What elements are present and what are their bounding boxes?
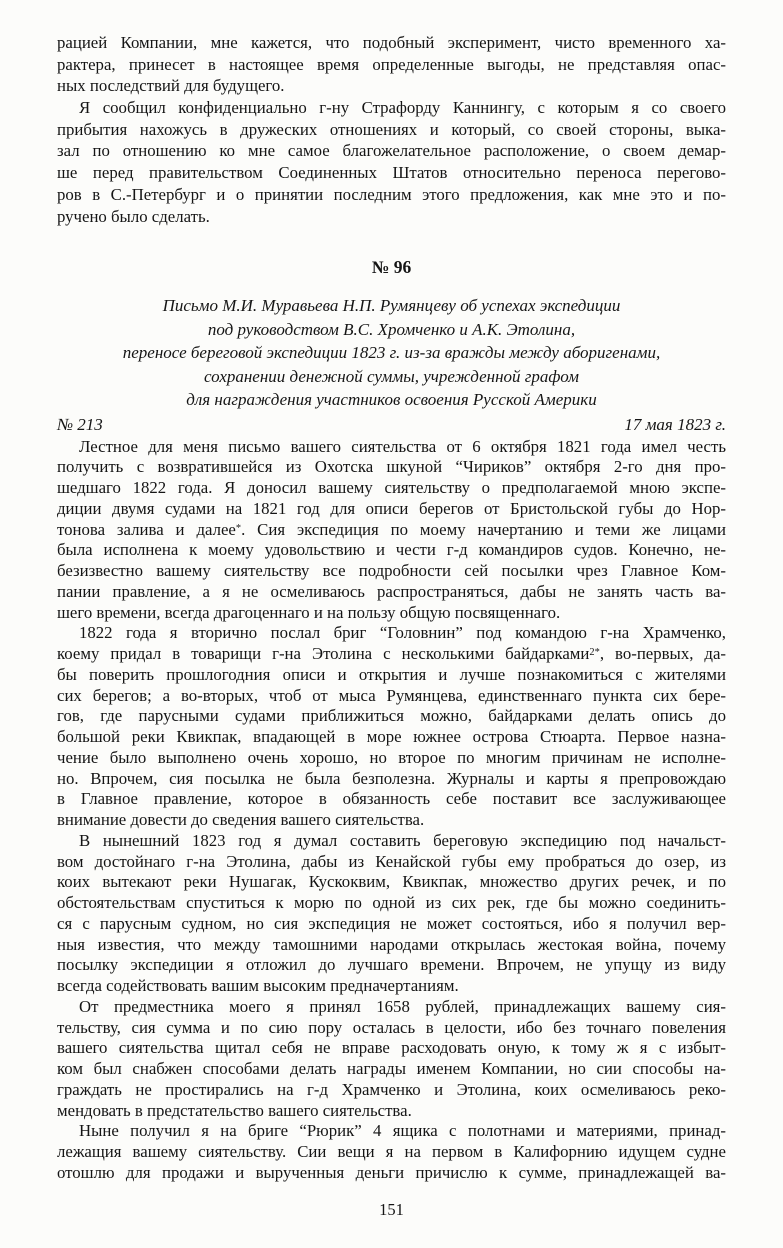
text-line: ком был снабжен способами делать награды именем Компании, но сии способы на- (57, 1059, 726, 1079)
text-line: ся с парусным судном, но сия экспедиция не может состояться, ибо я получил вер- (57, 913, 726, 933)
text-line: Я сообщил конфиденциально г-ну Страфорду Каннингу, с которым я со своего (79, 98, 726, 118)
text-line: посылку экспедиции я отложил до лучшаго времени. Впрочем, не упущу из виду (57, 955, 726, 975)
reference-row (57, 414, 726, 435)
text-line: обстоятельствам спуститься к морю по одной из сих рек, где бы можно соединить- (57, 893, 726, 913)
text-line: прибытия нахожусь в дружеских отношениях и который, со своей стороны, выка- (57, 119, 726, 139)
page-number: 151 (379, 1199, 404, 1219)
text-line: безизвестно вашему сиятельству все подробности сей посылки чрез Главное Ком- (57, 561, 726, 581)
text-line: граждать не простирались на г-д Храмченко и Этолина, коих осмеливаюсь реко- (57, 1079, 726, 1099)
letter-body (57, 437, 726, 1184)
text-line: сих берегов; а во-вторых, чтоб от мыса Румянцева, единственнаго пункта сих бере- (57, 685, 726, 705)
text-line: сохранении денежной суммы, учрежденной графом (204, 366, 579, 386)
body-paragraph (57, 1121, 726, 1183)
body-paragraph (57, 831, 726, 997)
text-line: но. Впрочем, сия посылка не была безполезна. Журналы и карты я препровождаю (57, 768, 726, 788)
text-line: под руководством В.С. Хромченко и А.К. Этолина, (207, 319, 576, 339)
text-line: получить с возвратившейся из Охотска шкуной “Чириков” октября 2-го дня про- (57, 457, 726, 477)
continuation-paragraph (57, 32, 726, 97)
text-line: рактера, принесет в настоящее время определенные выгоды, не представляя опас- (57, 54, 726, 74)
text-line: тельству, сия сумма и по сию пору осталась в целости, ибо без точнаго повеления (57, 1017, 726, 1037)
body-paragraph (57, 997, 726, 1122)
text-line: рацией Компании, мне кажется, что подобный эксперимент, чисто временного ха- (57, 33, 726, 52)
text-line: коих вытекают реки Нушагак, Кускоквим, Квикпак, множество других речек, и по (57, 872, 726, 892)
text-line: В нынешний 1823 год я думал составить береговую экспедицию под начальст- (79, 830, 726, 850)
text-line: пании правление, а я не осмеливаюсь распространяться, дабы не занять часть ва- (57, 581, 726, 601)
text-line: ше перед правительством Соединенных Штатов относительно переноса перегово- (57, 163, 726, 183)
letter-date: 17 мая 1823 г. (624, 414, 726, 434)
text-line: переносе береговой экспедиции 1823 г. из-за вражды между аборигенами, (122, 343, 661, 363)
document-number-heading: № 96 (371, 257, 412, 278)
text-line: большой реки Квикпак, впадающей в море южнее острова Стюарта. Первое назна- (57, 727, 726, 747)
text-line: мендовать в предстательство вашего сиятельства. (57, 1100, 412, 1120)
text-line: вашего сиятельства щитал себя не вправе расходовать оную, к тому ж я с избыт- (57, 1038, 726, 1058)
text-line: лежащия вашему сиятельству. Сии вещи я на первом в Калифорнию идущем судне (57, 1142, 726, 1162)
text-line: шедшаго 1822 года. Я доносил вашему сиятельству о предполагаемой мною экспе- (57, 478, 726, 498)
text-line: шего времени, всегда драгоценнаго и на пользу общую посвященнаго. (57, 602, 561, 622)
text-line: отошлю для продажи и вырученныя деньги причислю к сумме, принадлежащей ва- (57, 1162, 726, 1182)
line-text: , во-первых, да- (599, 644, 726, 664)
text-line: чение было выполнено очень хорошо, но второе по многим причинам не исполне- (57, 747, 726, 767)
letter-ref-number: № 213 (57, 414, 103, 434)
text-line: диции двумя судами на 1821 год для описи берегов от Бристольской губы до Нор- (57, 498, 726, 518)
text-line: всегда содействовать вашим высоким предначертаниям. (57, 976, 459, 996)
text-line: зал по отношению ко мне самое благожелательное расположение, о своем демар- (57, 141, 726, 161)
line-text: коему придал в товарищи г-на Этолина с несколькими байдарками (57, 644, 590, 664)
text-line (57, 644, 726, 665)
footnote-marker: 2* (589, 647, 600, 659)
text-line: внимание довести до сведения вашего сиятельства. (57, 810, 425, 830)
text-line: бы поверить прошлогодния описи и открытия и лучше познакомиться с жителями (57, 664, 726, 684)
text-column (57, 32, 726, 1220)
text-line: Письмо М.И. Муравьева Н.П. Румянцеву об успехах экспедиции (162, 296, 621, 316)
text-line: Ныне получил я на бриге “Рюрик” 4 ящика с полотнами и материями, принад- (79, 1121, 726, 1141)
text-line: ныя известия, что между тамошними народами открылась жестокая война, почему (57, 934, 726, 954)
text-line: была исполнена к моему удовольствию и чести г-д командиров судов. Конечно, не- (57, 540, 726, 560)
text-line: От предместника моего я принял 1658 рублей, принадлежащих вашему сия- (79, 996, 726, 1016)
text-line: ных последствий для будущего. (57, 76, 285, 96)
body-paragraph (57, 623, 726, 831)
text-line: Лестное для меня письмо вашего сиятельства от 6 октября 1821 года имел честь (79, 436, 726, 456)
body-paragraph (57, 437, 726, 624)
line-text: . Сия экспедиция по моему начертанию и теми же лицами (241, 519, 726, 539)
text-line: для награждения участников освоения Русской Америки (186, 390, 597, 410)
text-line: гов, где парусными судами приближиться можно, байдарками делать опись до (57, 706, 726, 726)
line-text: тонова залива и далее (57, 519, 236, 539)
text-line: 1822 года я вторично послал бриг “Головнин” под командою г-на Храмченко, (79, 623, 726, 643)
text-line (57, 520, 726, 541)
footnote-marker: * (235, 522, 242, 534)
text-line: ров в С.-Петербург и о принятии последним этого предложения, как мне это и по- (57, 184, 726, 204)
text-line: вом достойнаго г-на Этолина, дабы из Кенайской губы ему пробраться до озер, из (57, 851, 726, 871)
document-title (57, 294, 726, 412)
text-line: в Главное правление, которое в обязанность себе поставит все заслуживающее (57, 789, 726, 809)
continuation-paragraph (57, 97, 726, 227)
text-line: ручено было сделать. (57, 206, 210, 226)
